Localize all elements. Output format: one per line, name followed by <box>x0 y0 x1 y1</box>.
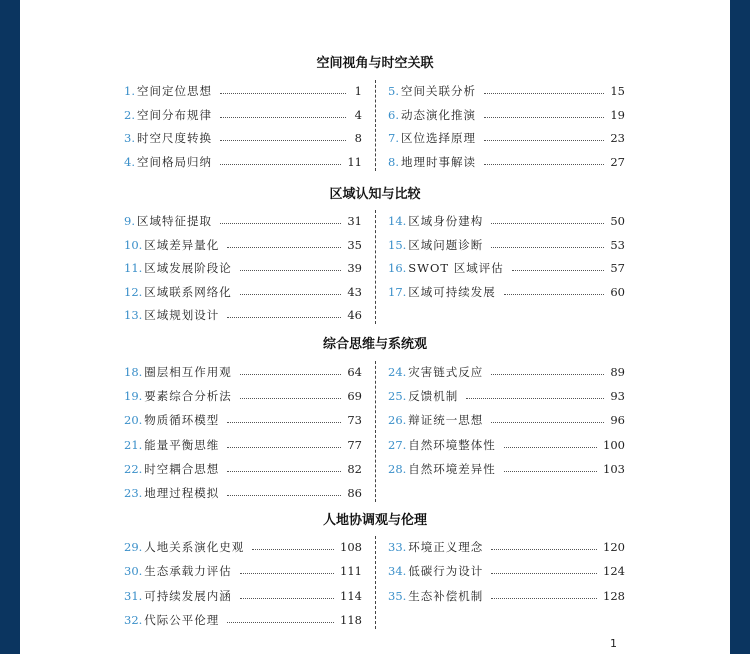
entry-page: 4 <box>354 107 362 122</box>
toc-entry[interactable] <box>124 436 362 454</box>
entry-number: 34. <box>388 564 407 579</box>
entry-number: 4. <box>124 154 135 169</box>
entry-number: 27. <box>388 437 407 452</box>
column-divider <box>375 536 376 629</box>
entry-page: 57 <box>610 261 625 275</box>
toc-entry[interactable] <box>388 153 625 171</box>
entry-title: 区域问题诊断 <box>408 237 484 252</box>
dot-leader <box>491 247 604 248</box>
toc-entry[interactable] <box>388 283 625 301</box>
entry-page: 1 <box>354 84 362 98</box>
entry-page: 103 <box>603 461 625 476</box>
dot-leader <box>504 471 597 472</box>
entry-title: 辩证统一思想 <box>408 413 484 428</box>
entry-page: 64 <box>347 365 362 379</box>
entry-page: 128 <box>603 588 625 603</box>
entry-page: 39 <box>347 261 362 275</box>
entry-title: 区域特征提取 <box>136 214 212 228</box>
toc-entry[interactable] <box>124 283 362 301</box>
toc-entry[interactable] <box>388 363 625 381</box>
entry-page: 43 <box>347 284 362 299</box>
dot-leader <box>240 374 342 375</box>
column-divider <box>375 210 376 324</box>
dot-leader <box>220 93 346 94</box>
column-divider <box>375 361 376 502</box>
dot-leader <box>466 398 604 399</box>
entry-number: 21. <box>124 437 143 452</box>
dot-leader <box>227 247 341 248</box>
entry-title: 圈层相互作用观 <box>144 365 232 379</box>
entry-number: 29. <box>124 540 143 554</box>
entry-number: 11. <box>124 261 143 275</box>
entry-title: 区域发展阶段论 <box>144 261 232 275</box>
entry-title: 环境正义理念 <box>408 540 484 554</box>
entry-number: 30. <box>124 564 143 579</box>
entry-page: 118 <box>340 612 362 627</box>
entry-title: 可持续发展内涵 <box>144 588 232 603</box>
entry-number: 20. <box>124 413 143 428</box>
entry-page: 108 <box>340 540 362 554</box>
entry-page: 31 <box>347 214 362 228</box>
dot-leader <box>491 223 604 224</box>
dot-leader <box>220 117 346 118</box>
toc-entry[interactable] <box>124 587 362 605</box>
entry-number: 5. <box>388 84 399 98</box>
entry-number: 3. <box>124 131 135 145</box>
dot-leader <box>484 164 604 165</box>
entry-number: 6. <box>388 107 399 122</box>
entry-number: 10. <box>124 237 143 252</box>
entry-title: 空间定位思想 <box>136 84 212 98</box>
entry-page: 100 <box>603 437 625 452</box>
toc-entry[interactable] <box>124 484 362 502</box>
entry-number: 13. <box>124 308 143 322</box>
toc-entry[interactable] <box>124 411 362 429</box>
entry-title: 区域规划设计 <box>144 308 220 322</box>
toc-entry[interactable] <box>388 236 625 254</box>
dot-leader <box>504 294 605 295</box>
page-number: 1 <box>610 637 617 650</box>
dot-leader <box>491 598 597 599</box>
dot-leader <box>240 573 334 574</box>
entry-title: 区位选择原理 <box>400 131 476 145</box>
entry-page: 15 <box>610 84 625 98</box>
entry-title: 生态承载力评估 <box>144 564 232 579</box>
entry-page: 124 <box>603 564 625 579</box>
entry-number: 26. <box>388 413 407 428</box>
entry-number: 33. <box>388 540 407 554</box>
entry-page: 60 <box>610 284 625 299</box>
entry-number: 7. <box>388 131 399 145</box>
entry-title: 自然环境整体性 <box>408 437 496 452</box>
entry-number: 8. <box>388 154 399 169</box>
entry-number: 12. <box>124 284 143 299</box>
entry-page: 69 <box>347 389 362 404</box>
section-title: 空间视角与时空关联 <box>316 56 434 71</box>
entry-title: 低碳行为设计 <box>408 564 484 579</box>
toc-entry[interactable] <box>388 106 625 124</box>
toc-entry[interactable] <box>388 587 625 605</box>
toc-entry[interactable] <box>124 82 362 100</box>
entry-number: 2. <box>124 107 135 122</box>
toc-entry[interactable] <box>124 259 362 277</box>
dot-leader <box>240 598 334 599</box>
section-title: 综合思维与系统观 <box>322 337 427 352</box>
entry-title: 区域联系网络化 <box>144 284 232 299</box>
entry-page: 11 <box>347 154 362 169</box>
entry-page: 8 <box>354 131 362 145</box>
entry-number: 19. <box>124 389 143 404</box>
entry-page: 35 <box>347 237 362 252</box>
dot-leader <box>220 140 346 141</box>
section-title: 区域认知与比较 <box>329 187 421 202</box>
toc-entry[interactable] <box>124 363 362 381</box>
entry-title: 空间关联分析 <box>400 84 476 98</box>
entry-title: 地理过程模拟 <box>144 486 220 500</box>
entry-title: 代际公平伦理 <box>144 612 220 627</box>
toc-entry[interactable] <box>388 129 625 147</box>
entry-page: 27 <box>610 154 625 169</box>
dot-leader <box>240 294 342 295</box>
dot-leader <box>240 398 342 399</box>
entry-number: 1. <box>124 84 135 98</box>
entry-number: 24. <box>388 365 407 379</box>
dot-leader <box>491 422 604 423</box>
entry-number: 32. <box>124 612 143 627</box>
entry-title: 生态补偿机制 <box>408 588 484 603</box>
entry-number: 14. <box>388 214 407 228</box>
entry-page: 53 <box>610 237 625 252</box>
entry-page: 46 <box>347 308 362 322</box>
entry-title: 自然环境差异性 <box>408 461 496 476</box>
entry-title: 时空耦合思想 <box>144 461 220 476</box>
entry-page: 73 <box>347 413 362 428</box>
entry-title: 人地关系演化史观 <box>144 540 245 554</box>
toc-entry[interactable] <box>124 562 362 580</box>
entry-title: 空间分布规律 <box>136 107 212 122</box>
entry-number: 28. <box>388 461 407 476</box>
entry-number: 23. <box>124 486 143 500</box>
dot-leader <box>227 495 341 496</box>
dot-leader <box>484 93 604 94</box>
section-title: 人地协调观与伦理 <box>322 513 427 528</box>
entry-page: 19 <box>610 107 625 122</box>
toc-entry[interactable] <box>388 562 625 580</box>
dot-leader <box>484 117 604 118</box>
toc-entry[interactable] <box>388 387 625 405</box>
toc-entry[interactable] <box>124 153 362 171</box>
dot-leader <box>220 164 341 165</box>
entry-number: 9. <box>124 214 135 228</box>
entry-number: 15. <box>388 237 407 252</box>
entry-title: 动态演化推演 <box>400 107 476 122</box>
toc-entry[interactable] <box>124 387 362 405</box>
dot-leader <box>227 317 341 318</box>
dot-leader <box>491 549 597 550</box>
entry-page: 50 <box>610 214 625 228</box>
entry-title: 区域差异量化 <box>144 237 220 252</box>
entry-number: 31. <box>124 588 143 603</box>
dot-leader <box>484 140 604 141</box>
entry-page: 23 <box>610 131 625 145</box>
dot-leader <box>227 622 334 623</box>
dot-leader <box>252 549 334 550</box>
entry-title: 空间格局归纳 <box>136 154 212 169</box>
entry-number: 22. <box>124 461 143 476</box>
entry-title: SWOT 区域评估 <box>408 261 504 275</box>
dot-leader <box>512 270 605 271</box>
entry-title: 地理时事解读 <box>400 154 476 169</box>
entry-title: 物质循环模型 <box>144 413 220 428</box>
toc-entry[interactable] <box>124 460 362 478</box>
entry-number: 25. <box>388 389 407 404</box>
entry-title: 区域身份建构 <box>408 214 484 228</box>
entry-title: 时空尺度转换 <box>136 131 212 145</box>
dot-leader <box>227 471 341 472</box>
entry-number: 18. <box>124 365 143 379</box>
entry-number: 35. <box>388 588 407 603</box>
entry-page: 86 <box>347 486 362 500</box>
entry-page: 96 <box>610 413 625 428</box>
entry-number: 17. <box>388 284 407 299</box>
dot-leader <box>227 447 341 448</box>
toc-entry[interactable] <box>124 306 362 324</box>
entry-title: 要素综合分析法 <box>144 389 232 404</box>
dot-leader <box>227 422 341 423</box>
toc-entry[interactable] <box>388 212 625 230</box>
entry-number: 16. <box>388 261 407 275</box>
toc-entry[interactable] <box>388 460 625 478</box>
toc-entry[interactable] <box>388 259 625 277</box>
entry-page: 93 <box>610 389 625 404</box>
toc-entry[interactable] <box>124 236 362 254</box>
toc-entry[interactable] <box>388 436 625 454</box>
dot-leader <box>220 223 341 224</box>
entry-page: 120 <box>603 540 625 554</box>
dot-leader <box>504 447 597 448</box>
entry-page: 82 <box>347 461 362 476</box>
dot-leader <box>491 573 597 574</box>
column-divider <box>375 80 376 171</box>
toc-entry[interactable] <box>124 611 362 629</box>
entry-page: 89 <box>610 365 625 379</box>
toc-entry[interactable] <box>124 106 362 124</box>
dot-leader <box>240 270 342 271</box>
entry-title: 灾害链式反应 <box>408 365 484 379</box>
entry-page: 77 <box>347 437 362 452</box>
entry-title: 能量平衡思维 <box>144 437 220 452</box>
entry-title: 区域可持续发展 <box>408 284 496 299</box>
toc-entry[interactable] <box>388 538 625 556</box>
toc-entry[interactable] <box>124 538 362 556</box>
toc-entry[interactable] <box>124 212 362 230</box>
toc-entry[interactable] <box>388 411 625 429</box>
toc-entry[interactable] <box>124 129 362 147</box>
entry-page: 114 <box>340 588 362 603</box>
entry-page: 111 <box>340 564 362 579</box>
entry-title: 反馈机制 <box>408 389 459 404</box>
dot-leader <box>491 374 604 375</box>
toc-entry[interactable] <box>388 82 625 100</box>
